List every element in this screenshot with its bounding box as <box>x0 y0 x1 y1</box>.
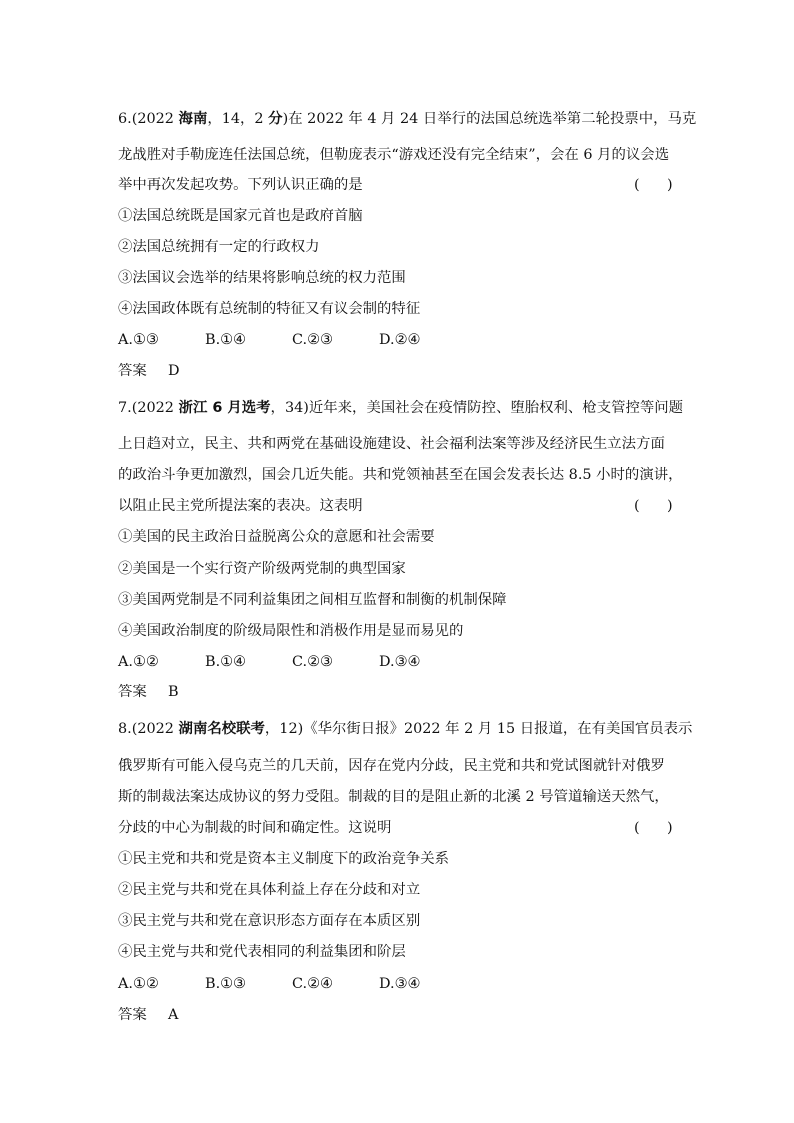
q7-option-d: D.③④ <box>379 654 421 670</box>
q8-line3: 斯的制裁法案达成协议的努力受阻。制裁的目的是阻止新的北溪 2 号管道输送天然气， <box>118 789 669 805</box>
q6-points-unit: 分 <box>268 111 283 127</box>
q6-source: 海南 <box>178 111 208 127</box>
q7-source: 浙江 6 月选考 <box>178 400 271 416</box>
q8-statement-1: ①民主党和共和党是资本主义制度下的政治竞争关系 <box>118 851 449 867</box>
q8-option-b: B.①③ <box>205 976 246 992</box>
q6-statement-3: ③法国议会选举的结果将影响总统的权力范围 <box>118 270 406 286</box>
q7-option-b: B.①④ <box>205 654 246 670</box>
q7-statement-4: ④美国政治制度的阶级局限性和消极作用是显而易见的 <box>118 623 464 639</box>
q7-options <box>118 652 466 672</box>
q7-option-c: C.②③ <box>292 654 333 670</box>
q7-statement-3: ③美国两党制是不同利益集团之间相互监督和制衡的机制保障 <box>118 592 507 608</box>
q8-answer-blank: ( ) <box>634 820 673 836</box>
q7-statement-1: ①美国的民主政治日益脱离公众的意愿和社会需要 <box>118 529 435 545</box>
q6-answer <box>118 361 180 381</box>
q8-answer-value: A <box>168 1007 179 1023</box>
q7-line4: 以阻止民主党所提法案的表决。这表明 <box>118 498 363 514</box>
q6-answer-label: 答案 <box>118 363 147 379</box>
q6-statement-1: ①法国总统既是国家元首也是政府首脑 <box>118 208 363 224</box>
q6-line2: 龙战胜对手勒庞连任法国总统，但勒庞表示“游戏还没有完全结束”，会在 6 月的议会选 <box>118 147 670 163</box>
q6-statement-4: ④法国政体既有总统制的特征又有议会制的特征 <box>118 301 421 317</box>
q8-line2: 俄罗斯有可能入侵乌克兰的几天前，因存在党内分歧，民主党和共和党试图就针对俄罗 <box>118 758 665 774</box>
q6-answer-blank: ( ) <box>634 177 673 193</box>
q6-option-d: D.②④ <box>379 332 421 348</box>
q8-answer-label: 答案 <box>118 1007 147 1023</box>
q8-statement-2: ②民主党与共和党在具体利益上存在分歧和对立 <box>118 882 421 898</box>
q7-statement-2: ②美国是一个实行资产阶级两党制的典型国家 <box>118 561 406 577</box>
q8-options <box>118 974 466 994</box>
q8-option-a: A.①② <box>118 976 159 992</box>
q6-option-b: B.①④ <box>205 332 246 348</box>
q8-line4: 分歧的中心为制裁的时间和确定性。这说明 <box>118 820 392 836</box>
q8-option-c: C.②④ <box>292 976 333 992</box>
q6-option-c: C.②③ <box>292 332 333 348</box>
q8-option-d: D.③④ <box>379 976 421 992</box>
q8-statement-3: ③民主党与共和党在意识形态方面存在本质区别 <box>118 913 421 929</box>
q7-answer-label: 答案 <box>118 684 147 700</box>
q7-answer-blank: ( ) <box>634 498 673 514</box>
q7-line3: 的政治斗争更加激烈，国会几近失能。共和党领袖甚至在国会发表长达 8.5 小时的演讲， <box>118 467 683 483</box>
q6-answer-value: D <box>168 363 180 379</box>
q8-answer <box>118 1005 178 1025</box>
q6-header-line: 6.(2022 海南，14，2 分)在 2022 年 4 月 24 日举行的法国总统选举第二轮投票中，马克 <box>118 111 697 127</box>
q6-options <box>118 330 466 350</box>
q8-statement-4: ④民主党与共和党代表相同的利益集团和阶层 <box>118 944 406 960</box>
q8-source: 湖南名校联考 <box>178 721 265 737</box>
q7-line2: 上日趋对立，民主、共和两党在基础设施建设、社会福利法案等涉及经济民生立法方面 <box>118 436 665 452</box>
q6-line3: 举中再次发起攻势。下列认识正确的是 <box>118 177 363 193</box>
q7-answer <box>118 682 179 702</box>
q6-statement-2: ②法国总统拥有一定的行政权力 <box>118 239 320 255</box>
q6-option-a: A.①③ <box>118 332 159 348</box>
q7-answer-value: B <box>168 684 179 700</box>
q7-option-a: A.①② <box>118 654 159 670</box>
q8-header-line: 8.(2022 湖南名校联考，12)《华尔街日报》2022 年 2 月 15 日报道，在有美国官员表示 <box>118 721 693 737</box>
q7-header-line: 7.(2022 浙江 6 月选考，34)近年来，美国社会在疫情防控、堕胎权利、枪支管控等问题 <box>118 400 684 416</box>
